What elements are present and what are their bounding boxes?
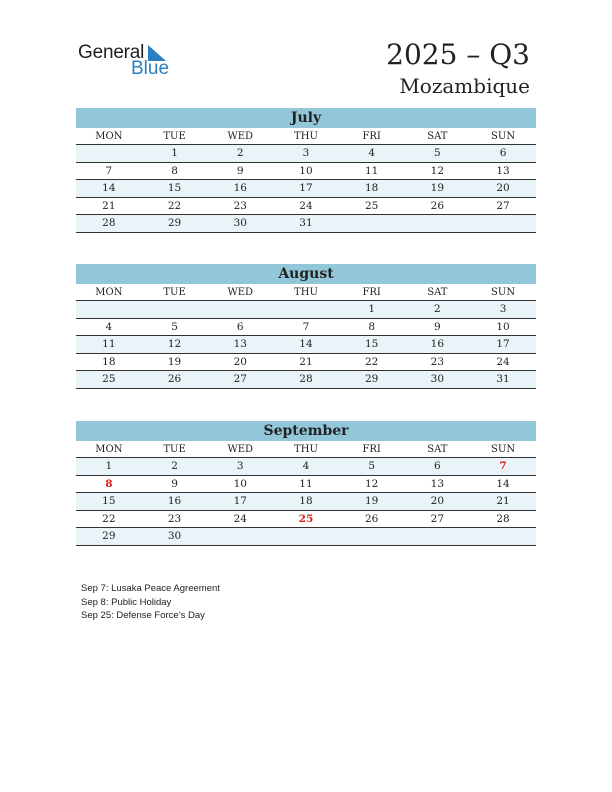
empty-day-cell	[470, 528, 536, 545]
holiday-note: Sep 7: Lusaka Peace Agreement	[81, 583, 220, 594]
day-cell: 24	[299, 199, 313, 212]
holiday-note: Sep 8: Public Holiday	[81, 596, 172, 608]
month-august	[76, 264, 536, 389]
week-row	[76, 215, 536, 233]
day-cell: 9	[434, 320, 441, 333]
logo-word-blue: Blue	[131, 58, 170, 79]
day-cell: 14	[496, 477, 510, 490]
day-cell: 31	[299, 217, 313, 229]
day-cell: 19	[364, 495, 379, 507]
empty-day-cell	[339, 215, 405, 232]
weekday-label: WED	[227, 287, 254, 298]
empty-day-cell	[207, 528, 273, 545]
holiday-note: Sep 25: Defense Force’s Day	[81, 610, 205, 621]
day-cell: 8	[368, 320, 375, 333]
day-cell: 22	[102, 512, 116, 525]
day-cell: 25	[102, 373, 116, 385]
page-title: 2025 – Q3	[386, 38, 530, 71]
day-cell: 29	[364, 373, 379, 385]
week-row	[76, 163, 536, 181]
day-cell: 10	[299, 164, 313, 177]
day-cell: 23	[167, 512, 182, 525]
weekday-label: FRI	[362, 287, 381, 298]
weekday-label: SUN	[491, 444, 516, 455]
day-cell: 20	[430, 495, 445, 507]
day-cell: 15	[167, 182, 182, 194]
day-cell: 2	[236, 147, 244, 159]
day-cell: 17	[233, 495, 247, 507]
week-row	[76, 493, 536, 511]
day-cell: 6	[499, 147, 507, 159]
day-cell: 30	[167, 530, 182, 542]
day-cell: 5	[171, 320, 178, 333]
day-cell: 12	[167, 338, 182, 350]
day-cell: 23	[233, 199, 247, 212]
week-row	[76, 354, 536, 372]
day-cell: 26	[430, 199, 445, 212]
week-row	[76, 145, 536, 163]
weekday-label: SAT	[427, 131, 448, 142]
day-cell: 1	[368, 303, 375, 315]
weekday-header-row	[76, 284, 536, 301]
day-cell: 12	[364, 477, 379, 490]
empty-day-cell	[339, 528, 405, 545]
day-cell: 11	[364, 164, 379, 177]
day-cell: 10	[496, 320, 510, 333]
day-cell: 17	[496, 338, 510, 350]
day-cell: 24	[233, 512, 247, 525]
holiday-day-cell: 25	[298, 512, 314, 525]
empty-day-cell	[76, 301, 142, 318]
month-title: August	[76, 264, 536, 284]
month-july	[76, 108, 536, 233]
day-cell: 26	[364, 512, 379, 525]
weekday-label: FRI	[362, 444, 381, 455]
weekday-label: THU	[294, 444, 318, 455]
day-cell: 1	[105, 460, 113, 472]
day-cell: 10	[233, 477, 247, 490]
day-cell: 13	[496, 164, 510, 177]
weekday-label: TUE	[163, 131, 186, 142]
day-cell: 4	[302, 460, 310, 472]
day-cell: 3	[236, 460, 244, 472]
day-cell: 19	[167, 355, 182, 368]
day-cell: 28	[496, 512, 510, 525]
day-cell: 1	[171, 147, 178, 159]
day-cell: 19	[430, 182, 445, 194]
day-cell: 31	[496, 373, 510, 385]
day-cell: 14	[102, 182, 116, 194]
day-cell: 11	[299, 477, 313, 490]
day-cell: 9	[236, 164, 244, 177]
day-cell: 21	[496, 495, 510, 507]
holiday-day-cell: 7	[499, 460, 507, 472]
weekday-label: SUN	[491, 287, 516, 298]
day-cell: 6	[434, 460, 441, 472]
day-cell: 5	[368, 460, 375, 472]
day-cell: 13	[233, 338, 247, 350]
day-cell: 22	[167, 199, 182, 212]
day-cell: 4	[368, 147, 375, 159]
empty-day-cell	[207, 301, 273, 318]
day-cell: 12	[430, 164, 445, 177]
day-cell: 17	[299, 182, 313, 194]
day-cell: 26	[167, 373, 182, 385]
day-cell: 20	[496, 182, 510, 194]
day-cell: 5	[434, 147, 441, 159]
week-row	[76, 458, 536, 476]
day-cell: 16	[167, 495, 182, 507]
empty-day-cell	[76, 145, 142, 162]
weekday-header-row	[76, 441, 536, 458]
day-cell: 3	[499, 303, 507, 315]
day-cell: 2	[171, 460, 178, 472]
day-cell: 18	[364, 182, 379, 194]
week-row	[76, 198, 536, 216]
day-cell: 29	[102, 530, 116, 542]
empty-day-cell	[142, 301, 208, 318]
month-title: July	[76, 108, 536, 128]
day-cell: 14	[299, 338, 313, 350]
week-row	[76, 511, 536, 529]
day-cell: 16	[233, 182, 247, 194]
day-cell: 15	[364, 338, 379, 350]
weekday-label: MON	[95, 287, 123, 298]
weekday-label: SAT	[427, 287, 448, 298]
day-cell: 22	[364, 355, 379, 368]
day-cell: 24	[496, 355, 510, 368]
day-cell: 21	[102, 199, 116, 212]
weekday-label: FRI	[362, 131, 381, 142]
weekday-label: TUE	[163, 287, 186, 298]
day-cell: 28	[102, 217, 116, 229]
weekday-label: THU	[294, 287, 318, 298]
weekday-label: TUE	[163, 444, 186, 455]
day-cell: 6	[236, 320, 244, 333]
day-cell: 13	[430, 477, 445, 490]
day-cell: 29	[167, 217, 182, 229]
weekday-header-row	[76, 128, 536, 145]
empty-day-cell	[405, 528, 471, 545]
month-september	[76, 421, 536, 546]
empty-day-cell	[273, 301, 339, 318]
weekday-label: MON	[95, 444, 123, 455]
weekday-label: WED	[227, 131, 254, 142]
month-title: September	[76, 421, 536, 441]
country-name: Mozambique	[399, 74, 530, 98]
generalblue-logo	[78, 42, 178, 78]
weekday-label: SUN	[491, 131, 516, 142]
weekday-label: MON	[95, 131, 123, 142]
logo-word-general: General	[78, 42, 145, 63]
day-cell: 7	[302, 320, 310, 333]
empty-day-cell	[470, 215, 536, 232]
empty-day-cell	[273, 528, 339, 545]
week-row	[76, 528, 536, 546]
week-row	[76, 476, 536, 494]
day-cell: 27	[233, 373, 247, 385]
week-row	[76, 301, 536, 319]
day-cell: 23	[430, 355, 445, 368]
week-row	[76, 319, 536, 337]
empty-day-cell	[405, 215, 471, 232]
weekday-label: SAT	[427, 444, 448, 455]
day-cell: 2	[434, 303, 441, 315]
day-cell: 8	[171, 164, 178, 177]
day-cell: 18	[299, 495, 313, 507]
day-cell: 27	[430, 512, 445, 525]
day-cell: 7	[105, 164, 113, 177]
day-cell: 3	[302, 147, 310, 159]
day-cell: 16	[430, 338, 445, 350]
day-cell: 25	[364, 199, 379, 212]
day-cell: 20	[233, 355, 247, 368]
holiday-day-cell: 8	[105, 477, 113, 490]
day-cell: 18	[102, 355, 116, 368]
week-row	[76, 180, 536, 198]
day-cell: 30	[233, 217, 247, 229]
day-cell: 30	[430, 373, 445, 385]
week-row	[76, 336, 536, 354]
day-cell: 9	[171, 477, 178, 490]
week-row	[76, 371, 536, 389]
day-cell: 21	[299, 355, 313, 368]
day-cell: 11	[102, 338, 116, 350]
weekday-label: WED	[227, 444, 254, 455]
day-cell: 27	[496, 199, 510, 212]
day-cell: 15	[102, 495, 116, 507]
holiday-notes	[81, 582, 220, 623]
day-cell: 28	[299, 373, 313, 385]
weekday-label: THU	[294, 131, 318, 142]
day-cell: 4	[105, 320, 113, 333]
